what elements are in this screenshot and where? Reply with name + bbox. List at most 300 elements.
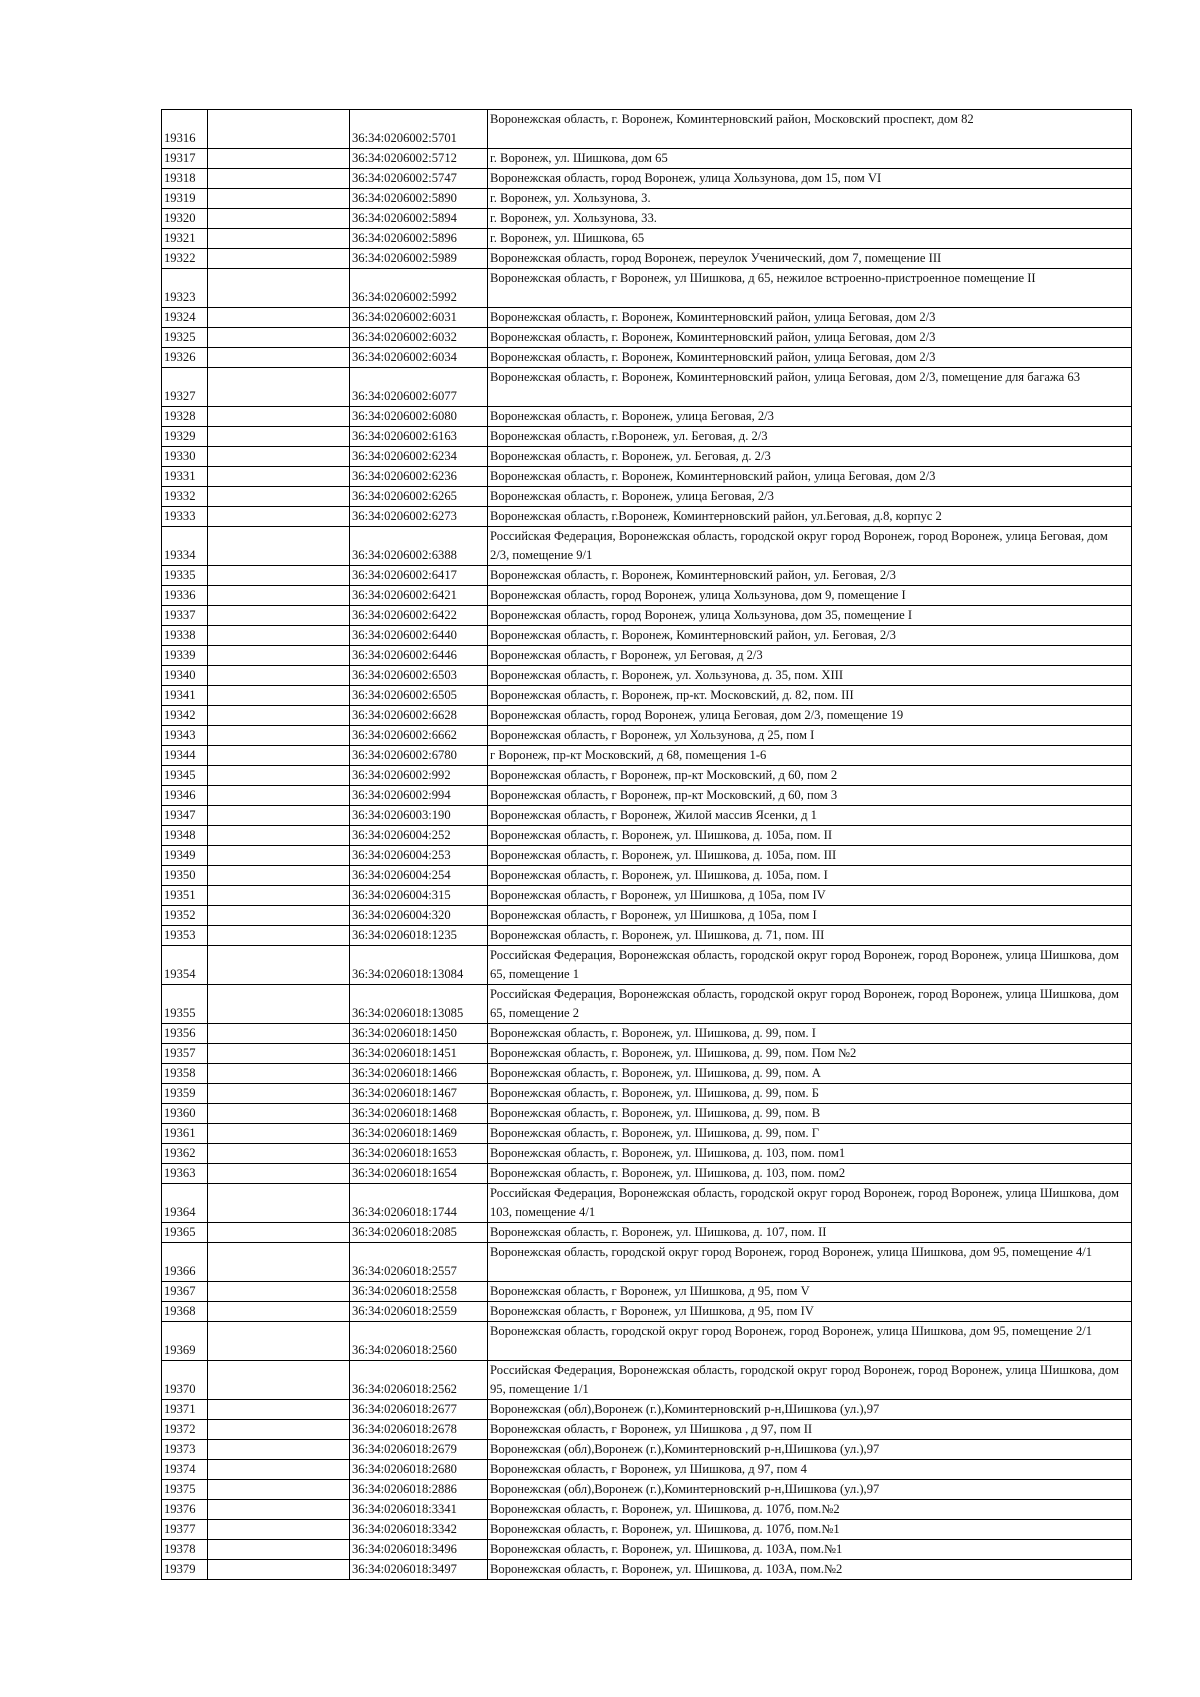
- row-number-cell: 19376: [162, 1500, 208, 1520]
- empty-cell: [208, 566, 350, 586]
- address-cell: Воронежская область, г. Воронеж, Коминтерновский район, улица Беговая, дом 2/3: [488, 308, 1132, 328]
- address-cell: Воронежская область, г. Воронеж, ул. Хользунова, д. 35, пом. XIII: [488, 666, 1132, 686]
- empty-cell: [208, 189, 350, 209]
- cadastral-number-cell: 36:34:0206018:2560: [350, 1322, 488, 1361]
- empty-cell: [208, 1361, 350, 1400]
- cadastral-number-cell: 36:34:0206018:13085: [350, 985, 488, 1024]
- empty-cell: [208, 826, 350, 846]
- address-cell: Воронежская область, г. Воронеж, ул. Шишкова, д. 99, пом. I: [488, 1024, 1132, 1044]
- address-cell: Воронежская область, г. Воронеж, ул. Шишкова, д. 105а, пом. I: [488, 866, 1132, 886]
- cadastral-number-cell: 36:34:0206002:6628: [350, 706, 488, 726]
- empty-cell: [208, 886, 350, 906]
- cadastral-number-cell: 36:34:0206018:1450: [350, 1024, 488, 1044]
- table-row: [162, 846, 1132, 866]
- address-cell: Воронежская область, г Воронеж, ул Шишкова, д 97, пом 4: [488, 1460, 1132, 1480]
- empty-cell: [208, 1243, 350, 1282]
- cadastral-number-cell: 36:34:0206002:992: [350, 766, 488, 786]
- address-cell: Воронежская область, г. Воронеж, улица Беговая, 2/3: [488, 407, 1132, 427]
- empty-cell: [208, 1440, 350, 1460]
- empty-cell: [208, 606, 350, 626]
- row-number-cell: 19361: [162, 1124, 208, 1144]
- table-row: [162, 866, 1132, 886]
- cadastral-number-cell: 36:34:0206002:5712: [350, 149, 488, 169]
- empty-cell: [208, 1223, 350, 1243]
- row-number-cell: 19348: [162, 826, 208, 846]
- row-number-cell: 19317: [162, 149, 208, 169]
- row-number-cell: 19367: [162, 1282, 208, 1302]
- table-row: [162, 1400, 1132, 1420]
- cadastral-number-cell: 36:34:0206002:5747: [350, 169, 488, 189]
- cadastral-number-cell: 36:34:0206018:2886: [350, 1480, 488, 1500]
- row-number-cell: 19360: [162, 1104, 208, 1124]
- empty-cell: [208, 229, 350, 249]
- address-cell: г. Воронеж, ул. Хользунова, 3.: [488, 189, 1132, 209]
- address-cell: Воронежская область, город Воронеж, улица Хользунова, дом 9, помещение I: [488, 586, 1132, 606]
- row-number-cell: 19369: [162, 1322, 208, 1361]
- empty-cell: [208, 626, 350, 646]
- address-cell: Воронежская область, г Воронеж, ул Шишкова , д 97, пом II: [488, 1420, 1132, 1440]
- empty-cell: [208, 1302, 350, 1322]
- row-number-cell: 19378: [162, 1540, 208, 1560]
- cadastral-number-cell: 36:34:0206018:1468: [350, 1104, 488, 1124]
- address-cell: Воронежская область, г. Воронеж, Коминтерновский район, ул. Беговая, 2/3: [488, 566, 1132, 586]
- address-cell: Воронежская область, г. Воронеж, ул. Шишкова, д. 99, пом. Г: [488, 1124, 1132, 1144]
- table-row: [162, 1104, 1132, 1124]
- row-number-cell: 19330: [162, 447, 208, 467]
- table-row: [162, 746, 1132, 766]
- table-row: [162, 1024, 1132, 1044]
- address-cell: г. Воронеж, ул. Шишкова, 65: [488, 229, 1132, 249]
- address-cell: Воронежская область, городской округ город Воронеж, город Воронеж, улица Шишкова, дом 95, помещение 4/1: [488, 1243, 1132, 1282]
- table-row: [162, 1302, 1132, 1322]
- table-row: [162, 487, 1132, 507]
- empty-cell: [208, 328, 350, 348]
- empty-cell: [208, 985, 350, 1024]
- address-cell: Воронежская область, г Воронеж, пр-кт Московский, д 60, пом 3: [488, 786, 1132, 806]
- empty-cell: [208, 906, 350, 926]
- row-number-cell: 19365: [162, 1223, 208, 1243]
- row-number-cell: 19319: [162, 189, 208, 209]
- address-cell: Российская Федерация, Воронежская область, городской округ город Воронеж, город Воронеж, улица Шишкова, дом 65, помещение 1: [488, 946, 1132, 985]
- row-number-cell: 19345: [162, 766, 208, 786]
- table-row: [162, 566, 1132, 586]
- cadastral-number-cell: 36:34:0206002:5992: [350, 269, 488, 308]
- empty-cell: [208, 1560, 350, 1580]
- row-number-cell: 19331: [162, 467, 208, 487]
- row-number-cell: 19338: [162, 626, 208, 646]
- row-number-cell: 19342: [162, 706, 208, 726]
- table-row: [162, 946, 1132, 985]
- empty-cell: [208, 646, 350, 666]
- table-row: [162, 427, 1132, 447]
- address-cell: Воронежская область, г. Воронеж, ул. Шишкова, д. 107б, пом.№2: [488, 1500, 1132, 1520]
- address-cell: Воронежская (обл),Воронеж (г.),Коминтерновский р-н,Шишкова (ул.),97: [488, 1480, 1132, 1500]
- address-cell: Воронежская область, г Воронеж, пр-кт Московский, д 60, пом 2: [488, 766, 1132, 786]
- row-number-cell: 19316: [162, 110, 208, 149]
- row-number-cell: 19370: [162, 1361, 208, 1400]
- empty-cell: [208, 1164, 350, 1184]
- empty-cell: [208, 407, 350, 427]
- cadastral-number-cell: 36:34:0206018:2085: [350, 1223, 488, 1243]
- table-row: [162, 1500, 1132, 1520]
- empty-cell: [208, 766, 350, 786]
- row-number-cell: 19340: [162, 666, 208, 686]
- empty-cell: [208, 169, 350, 189]
- empty-cell: [208, 467, 350, 487]
- cadastral-number-cell: 36:34:0206018:3341: [350, 1500, 488, 1520]
- table-row: [162, 447, 1132, 467]
- cadastral-number-cell: 36:34:0206002:6505: [350, 686, 488, 706]
- cadastral-number-cell: 36:34:0206018:1466: [350, 1064, 488, 1084]
- empty-cell: [208, 806, 350, 826]
- table-row: [162, 686, 1132, 706]
- row-number-cell: 19326: [162, 348, 208, 368]
- table-row: [162, 926, 1132, 946]
- address-cell: Воронежская область, г. Воронеж, ул. Шишкова, д. 103, пом. пом1: [488, 1144, 1132, 1164]
- row-number-cell: 19327: [162, 368, 208, 407]
- cadastral-number-cell: 36:34:0206018:2558: [350, 1282, 488, 1302]
- table-row: [162, 1420, 1132, 1440]
- table-row: [162, 1460, 1132, 1480]
- cadastral-number-cell: 36:34:0206018:2557: [350, 1243, 488, 1282]
- row-number-cell: 19364: [162, 1184, 208, 1223]
- address-cell: Воронежская область, г Воронеж, ул Шишкова, д 95, пом IV: [488, 1302, 1132, 1322]
- empty-cell: [208, 110, 350, 149]
- row-number-cell: 19321: [162, 229, 208, 249]
- row-number-cell: 19357: [162, 1044, 208, 1064]
- empty-cell: [208, 946, 350, 985]
- address-cell: Российская Федерация, Воронежская область, городской округ город Воронеж, город Воронеж, улица Беговая, дом 2/3, помещение 9/1: [488, 527, 1132, 566]
- address-cell: Воронежская область, г. Воронеж, Коминтерновский район, ул. Беговая, 2/3: [488, 626, 1132, 646]
- row-number-cell: 19350: [162, 866, 208, 886]
- table-row: [162, 368, 1132, 407]
- table-row: [162, 308, 1132, 328]
- cadastral-number-cell: 36:34:0206004:320: [350, 906, 488, 926]
- row-number-cell: 19373: [162, 1440, 208, 1460]
- address-cell: г. Воронеж, ул. Шишкова, дом 65: [488, 149, 1132, 169]
- address-cell: Воронежская область, город Воронеж, переулок Ученический, дом 7, помещение III: [488, 249, 1132, 269]
- row-number-cell: 19328: [162, 407, 208, 427]
- address-cell: Воронежская область, г. Воронеж, ул. Шишкова, д. 99, пом. Б: [488, 1084, 1132, 1104]
- cadastral-number-cell: 36:34:0206002:6780: [350, 746, 488, 766]
- row-number-cell: 19372: [162, 1420, 208, 1440]
- empty-cell: [208, 249, 350, 269]
- cadastral-number-cell: 36:34:0206018:1744: [350, 1184, 488, 1223]
- address-cell: Воронежская область, г. Воронеж, улица Беговая, 2/3: [488, 487, 1132, 507]
- empty-cell: [208, 269, 350, 308]
- cadastral-number-cell: 36:34:0206004:252: [350, 826, 488, 846]
- cadastral-number-cell: 36:34:0206018:2678: [350, 1420, 488, 1440]
- address-cell: Воронежская область, г Воронеж, ул Шишкова, д 105а, пом I: [488, 906, 1132, 926]
- cadastral-number-cell: 36:34:0206002:6080: [350, 407, 488, 427]
- empty-cell: [208, 1064, 350, 1084]
- table-row: [162, 1144, 1132, 1164]
- table-row: [162, 586, 1132, 606]
- table-row: [162, 527, 1132, 566]
- address-cell: Воронежская область, г. Воронеж, Коминтерновский район, улица Беговая, дом 2/3: [488, 328, 1132, 348]
- address-cell: Воронежская область, г. Воронеж, ул. Шишкова, д. 103А, пом.№1: [488, 1540, 1132, 1560]
- empty-cell: [208, 866, 350, 886]
- cadastral-number-cell: 36:34:0206002:6234: [350, 447, 488, 467]
- address-cell: г Воронеж, пр-кт Московский, д 68, помещения 1-6: [488, 746, 1132, 766]
- table-row: [162, 606, 1132, 626]
- cadastral-number-cell: 36:34:0206003:190: [350, 806, 488, 826]
- row-number-cell: 19359: [162, 1084, 208, 1104]
- address-cell: Воронежская область, г. Воронеж, ул. Шишкова, д. 103А, пом.№2: [488, 1560, 1132, 1580]
- table-row: [162, 1064, 1132, 1084]
- empty-cell: [208, 846, 350, 866]
- address-cell: Воронежская область, г. Воронеж, ул. Шишкова, д. 107б, пом.№1: [488, 1520, 1132, 1540]
- cadastral-number-cell: 36:34:0206002:6163: [350, 427, 488, 447]
- table-row: [162, 726, 1132, 746]
- empty-cell: [208, 1540, 350, 1560]
- address-cell: г. Воронеж, ул. Хользунова, 33.: [488, 209, 1132, 229]
- cadastral-number-cell: 36:34:0206018:2679: [350, 1440, 488, 1460]
- address-cell: Воронежская область, г. Воронеж, ул. Шишкова, д. 71, пом. III: [488, 926, 1132, 946]
- empty-cell: [208, 368, 350, 407]
- empty-cell: [208, 706, 350, 726]
- address-cell: Воронежская область, г. Воронеж, ул. Беговая, д. 2/3: [488, 447, 1132, 467]
- table-row: [162, 169, 1132, 189]
- row-number-cell: 19355: [162, 985, 208, 1024]
- table-row: [162, 826, 1132, 846]
- empty-cell: [208, 686, 350, 706]
- cadastral-number-cell: 36:34:0206002:6446: [350, 646, 488, 666]
- cadastral-number-cell: 36:34:0206002:6034: [350, 348, 488, 368]
- row-number-cell: 19318: [162, 169, 208, 189]
- cadastral-number-cell: 36:34:0206002:6440: [350, 626, 488, 646]
- table-row: [162, 209, 1132, 229]
- empty-cell: [208, 1520, 350, 1540]
- table-row: [162, 328, 1132, 348]
- table-row: [162, 1560, 1132, 1580]
- cadastral-number-cell: 36:34:0206018:3342: [350, 1520, 488, 1540]
- table-row: [162, 646, 1132, 666]
- address-cell: Воронежская область, г. Воронеж, ул. Шишкова, д. 107, пом. II: [488, 1223, 1132, 1243]
- address-cell: Воронежская область, город Воронеж, улица Беговая, дом 2/3, помещение 19: [488, 706, 1132, 726]
- row-number-cell: 19337: [162, 606, 208, 626]
- cadastral-number-cell: 36:34:0206018:1653: [350, 1144, 488, 1164]
- cadastral-number-cell: 36:34:0206018:1451: [350, 1044, 488, 1064]
- row-number-cell: 19335: [162, 566, 208, 586]
- address-cell: Воронежская область, г. Воронеж, ул. Шишкова, д. 99, пом. Пом №2: [488, 1044, 1132, 1064]
- empty-cell: [208, 308, 350, 328]
- cadastral-number-cell: 36:34:0206002:6031: [350, 308, 488, 328]
- table-row: [162, 1480, 1132, 1500]
- address-cell: Воронежская область, г Воронеж, Жилой массив Ясенки, д 1: [488, 806, 1132, 826]
- empty-cell: [208, 209, 350, 229]
- table-row: [162, 507, 1132, 527]
- empty-cell: [208, 1124, 350, 1144]
- empty-cell: [208, 1144, 350, 1164]
- address-cell: Воронежская область, г.Воронеж, ул. Беговая, д. 2/3: [488, 427, 1132, 447]
- table-row: [162, 229, 1132, 249]
- row-number-cell: 19358: [162, 1064, 208, 1084]
- address-cell: Воронежская область, г. Воронеж, ул. Шишкова, д. 105а, пом. II: [488, 826, 1132, 846]
- empty-cell: [208, 586, 350, 606]
- cadastral-number-cell: 36:34:0206002:6422: [350, 606, 488, 626]
- address-cell: Воронежская область, г. Воронеж, Коминтерновский район, улица Беговая, дом 2/3: [488, 348, 1132, 368]
- row-number-cell: 19354: [162, 946, 208, 985]
- empty-cell: [208, 1480, 350, 1500]
- row-number-cell: 19347: [162, 806, 208, 826]
- address-cell: Воронежская область, г Воронеж, ул Шишкова, д 95, пом V: [488, 1282, 1132, 1302]
- empty-cell: [208, 447, 350, 467]
- cadastral-number-cell: 36:34:0206018:1467: [350, 1084, 488, 1104]
- empty-cell: [208, 1044, 350, 1064]
- empty-cell: [208, 746, 350, 766]
- cadastral-number-cell: 36:34:0206002:994: [350, 786, 488, 806]
- cadastral-number-cell: 36:34:0206002:6388: [350, 527, 488, 566]
- address-cell: Воронежская (обл),Воронеж (г.),Коминтерновский р-н,Шишкова (ул.),97: [488, 1440, 1132, 1460]
- row-number-cell: 19320: [162, 209, 208, 229]
- empty-cell: [208, 926, 350, 946]
- row-number-cell: 19353: [162, 926, 208, 946]
- row-number-cell: 19356: [162, 1024, 208, 1044]
- cadastral-number-cell: 36:34:0206002:5890: [350, 189, 488, 209]
- table-row: [162, 269, 1132, 308]
- address-cell: Воронежская (обл),Воронеж (г.),Коминтерновский р-н,Шишкова (ул.),97: [488, 1400, 1132, 1420]
- cadastral-number-cell: 36:34:0206004:253: [350, 846, 488, 866]
- address-cell: Воронежская область, г Воронеж, ул Хользунова, д 25, пом I: [488, 726, 1132, 746]
- cadastral-number-cell: 36:34:0206004:315: [350, 886, 488, 906]
- empty-cell: [208, 1282, 350, 1302]
- cadastral-number-cell: 36:34:0206002:6032: [350, 328, 488, 348]
- table-row: [162, 1440, 1132, 1460]
- cadastral-number-cell: 36:34:0206018:2562: [350, 1361, 488, 1400]
- empty-cell: [208, 666, 350, 686]
- cadastral-number-cell: 36:34:0206002:5989: [350, 249, 488, 269]
- cadastral-number-cell: 36:34:0206002:5894: [350, 209, 488, 229]
- address-cell: Воронежская область, г.Воронеж, Коминтерновский район, ул.Беговая, д.8, корпус 2: [488, 507, 1132, 527]
- table-row: [162, 407, 1132, 427]
- empty-cell: [208, 527, 350, 566]
- table-row: [162, 1361, 1132, 1400]
- row-number-cell: 19363: [162, 1164, 208, 1184]
- address-cell: Российская Федерация, Воронежская область, городской округ город Воронеж, город Воронеж, улица Шишкова, дом 95, помещение 1/1: [488, 1361, 1132, 1400]
- row-number-cell: 19336: [162, 586, 208, 606]
- address-cell: Воронежская область, город Воронеж, улица Хользунова, дом 15, пом VI: [488, 169, 1132, 189]
- table-row: [162, 706, 1132, 726]
- table-row: [162, 149, 1132, 169]
- empty-cell: [208, 1084, 350, 1104]
- table-row: [162, 1520, 1132, 1540]
- address-cell: Воронежская область, г. Воронеж, ул. Шишкова, д. 103, пом. пом2: [488, 1164, 1132, 1184]
- row-number-cell: 19323: [162, 269, 208, 308]
- table-row: [162, 806, 1132, 826]
- row-number-cell: 19346: [162, 786, 208, 806]
- address-cell: Воронежская область, г. Воронеж, Коминтерновский район, улица Беговая, дом 2/3, помещение для багажа 63: [488, 368, 1132, 407]
- cadastral-number-cell: 36:34:0206018:3497: [350, 1560, 488, 1580]
- address-cell: Российская Федерация, Воронежская область, городской округ город Воронеж, город Воронеж, улица Шишкова, дом 103, помещение 4/1: [488, 1184, 1132, 1223]
- cadastral-number-cell: 36:34:0206002:6421: [350, 586, 488, 606]
- table-row: [162, 1540, 1132, 1560]
- table-row: [162, 1223, 1132, 1243]
- table-row: [162, 1084, 1132, 1104]
- table-row: [162, 626, 1132, 646]
- empty-cell: [208, 507, 350, 527]
- empty-cell: [208, 487, 350, 507]
- table-row: [162, 1243, 1132, 1282]
- row-number-cell: 19325: [162, 328, 208, 348]
- cadastral-number-cell: 36:34:0206018:1654: [350, 1164, 488, 1184]
- empty-cell: [208, 1322, 350, 1361]
- empty-cell: [208, 726, 350, 746]
- cadastral-number-cell: 36:34:0206002:5896: [350, 229, 488, 249]
- row-number-cell: 19366: [162, 1243, 208, 1282]
- empty-cell: [208, 1024, 350, 1044]
- empty-cell: [208, 427, 350, 447]
- table-row: [162, 348, 1132, 368]
- table-row: [162, 249, 1132, 269]
- table-row: [162, 666, 1132, 686]
- row-number-cell: 19374: [162, 1460, 208, 1480]
- cadastral-number-cell: 36:34:0206002:6503: [350, 666, 488, 686]
- address-cell: Воронежская область, г. Воронеж, Коминтерновский район, Московский проспект, дом 82: [488, 110, 1132, 149]
- address-cell: Воронежская область, г Воронеж, ул Шишкова, д 105а, пом IV: [488, 886, 1132, 906]
- cadastral-number-cell: 36:34:0206018:2680: [350, 1460, 488, 1480]
- empty-cell: [208, 1104, 350, 1124]
- table-row: [162, 1282, 1132, 1302]
- row-number-cell: 19371: [162, 1400, 208, 1420]
- table-row: [162, 886, 1132, 906]
- table-row: [162, 985, 1132, 1024]
- row-number-cell: 19333: [162, 507, 208, 527]
- row-number-cell: 19322: [162, 249, 208, 269]
- row-number-cell: 19375: [162, 1480, 208, 1500]
- table-row: [162, 1184, 1132, 1223]
- cadastral-number-cell: 36:34:0206002:6273: [350, 507, 488, 527]
- table-row: [162, 766, 1132, 786]
- empty-cell: [208, 1420, 350, 1440]
- row-number-cell: 19329: [162, 427, 208, 447]
- address-cell: Воронежская область, г Воронеж, ул Беговая, д 2/3: [488, 646, 1132, 666]
- row-number-cell: 19339: [162, 646, 208, 666]
- row-number-cell: 19344: [162, 746, 208, 766]
- row-number-cell: 19349: [162, 846, 208, 866]
- empty-cell: [208, 1184, 350, 1223]
- registry-table-body: [162, 110, 1132, 1580]
- empty-cell: [208, 1400, 350, 1420]
- address-cell: Воронежская область, г. Воронеж, Коминтерновский район, улица Беговая, дом 2/3: [488, 467, 1132, 487]
- table-row: [162, 110, 1132, 149]
- table-row: [162, 906, 1132, 926]
- row-number-cell: 19332: [162, 487, 208, 507]
- row-number-cell: 19368: [162, 1302, 208, 1322]
- cadastral-number-cell: 36:34:0206002:5701: [350, 110, 488, 149]
- address-cell: Воронежская область, г. Воронеж, ул. Шишкова, д. 105а, пом. III: [488, 846, 1132, 866]
- row-number-cell: 19362: [162, 1144, 208, 1164]
- registry-table: [161, 109, 1132, 1580]
- cadastral-number-cell: 36:34:0206002:6417: [350, 566, 488, 586]
- row-number-cell: 19352: [162, 906, 208, 926]
- cadastral-number-cell: 36:34:0206018:1235: [350, 926, 488, 946]
- address-cell: Воронежская область, город Воронеж, улица Хользунова, дом 35, помещение I: [488, 606, 1132, 626]
- cadastral-number-cell: 36:34:0206018:1469: [350, 1124, 488, 1144]
- cadastral-number-cell: 36:34:0206004:254: [350, 866, 488, 886]
- table-row: [162, 189, 1132, 209]
- table-row: [162, 1124, 1132, 1144]
- cadastral-number-cell: 36:34:0206018:2559: [350, 1302, 488, 1322]
- row-number-cell: 19351: [162, 886, 208, 906]
- empty-cell: [208, 1460, 350, 1480]
- row-number-cell: 19379: [162, 1560, 208, 1580]
- address-cell: Воронежская область, г. Воронеж, ул. Шишкова, д. 99, пом. А: [488, 1064, 1132, 1084]
- table-row: [162, 1322, 1132, 1361]
- address-cell: Воронежская область, городской округ город Воронеж, город Воронеж, улица Шишкова, дом 95, помещение 2/1: [488, 1322, 1132, 1361]
- cadastral-number-cell: 36:34:0206018:13084: [350, 946, 488, 985]
- cadastral-number-cell: 36:34:0206002:6662: [350, 726, 488, 746]
